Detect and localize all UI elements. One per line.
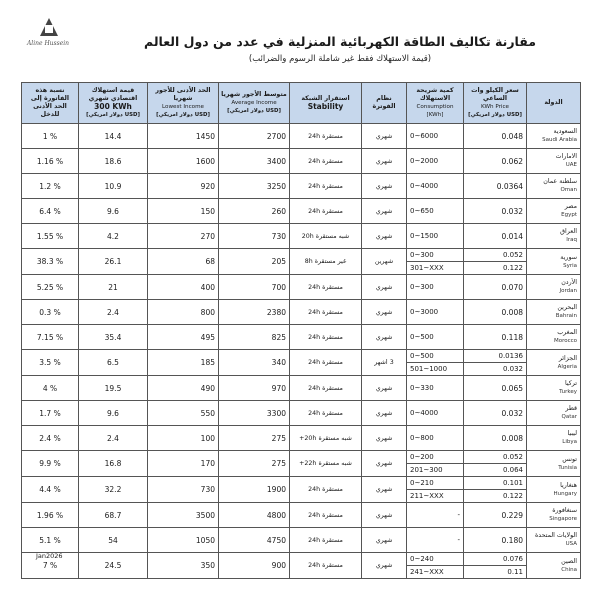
- country-name-ar: تركيا: [564, 380, 577, 387]
- table-row: [22, 451, 581, 477]
- cell-consumption: 0~1500: [407, 224, 464, 249]
- cell-price: 0.062: [464, 149, 527, 174]
- cell-price: [464, 553, 527, 579]
- cell-price: 0.008: [464, 300, 527, 325]
- header-lowest-income: الحد الأدنى للأجور شهريا Lowest Income [دولار امريكي USD]: [148, 83, 219, 124]
- cell-lowest-income: 920: [148, 174, 219, 199]
- cell-monthly-cost: 18.6: [79, 149, 148, 174]
- country-name-ar: سورية: [560, 253, 577, 261]
- header-billing: نظام الفوترة: [362, 83, 407, 124]
- consumption-tier: [407, 477, 463, 489]
- cell-monthly-cost: 2.4: [79, 426, 148, 451]
- price-value: 0.052: [502, 251, 523, 259]
- cell-lowest-income: 550: [148, 401, 219, 426]
- country-name-en: Syria: [563, 262, 577, 269]
- logo-text: Aline Hussein: [26, 40, 70, 47]
- country-name-ar: الأردن: [561, 279, 577, 286]
- cell-country: [527, 426, 581, 451]
- table-row: [22, 426, 581, 451]
- cell-monthly-cost: 68.7: [79, 503, 148, 528]
- cell-price: 0.008: [464, 426, 527, 451]
- cell-billing: شهري: [362, 275, 407, 300]
- cell-average-income: 4750: [219, 528, 290, 553]
- cell-billing: شهري: [362, 401, 407, 426]
- cell-consumption: -: [407, 503, 464, 528]
- cell-monthly-cost: 21: [79, 275, 148, 300]
- cell-monthly-cost: 10.9: [79, 174, 148, 199]
- consumption-value: 0~200: [410, 453, 434, 461]
- cell-billing: شهري: [362, 553, 407, 579]
- cell-country: [527, 224, 581, 249]
- cell-stability: مستقرة 24h: [290, 553, 362, 579]
- page-subtitle: (قيمة الاستهلاك فقط غير شاملة الرسوم والضرائب): [248, 54, 432, 64]
- cell-country: [527, 174, 581, 199]
- header-price: سعر الكيلو وات الساعي KWh Price [دولار امريكي USD]: [464, 83, 527, 124]
- cell-stability: مستقرة 24h: [290, 503, 362, 528]
- price-value: 0.0136: [498, 352, 523, 360]
- table-row: [22, 350, 581, 376]
- cell-percentage: 5.25 %: [22, 275, 79, 300]
- price-value: 0.064: [502, 466, 523, 474]
- cell-price: 0.048: [464, 124, 527, 149]
- consumption-tier: [407, 350, 463, 362]
- cell-billing: شهري: [362, 124, 407, 149]
- country-name-en: Qatar: [561, 414, 577, 420]
- cell-lowest-income: 1050: [148, 528, 219, 553]
- cell-average-income: 900: [219, 553, 290, 579]
- footer-date: Jan2026: [36, 552, 63, 560]
- header-consumption: كمية شريحة الاستهلاك Consumption [KWh]: [407, 83, 464, 124]
- table-row: [22, 199, 581, 224]
- cell-consumption: 0~650: [407, 199, 464, 224]
- cell-average-income: 275: [219, 426, 290, 451]
- cell-stability: مستقرة 24h: [290, 199, 362, 224]
- cell-monthly-cost: 35.4: [79, 325, 148, 350]
- cell-stability: مستقرة 24h: [290, 149, 362, 174]
- price-tier: [464, 362, 526, 375]
- cell-consumption: 0~4000: [407, 174, 464, 199]
- price-value: 0.052: [502, 453, 523, 461]
- price-tier: [464, 489, 526, 502]
- table-row: [22, 249, 581, 275]
- cell-percentage: 1.7 %: [22, 401, 79, 426]
- cell-percentage: 4 %: [22, 376, 79, 401]
- table-row: [22, 325, 581, 350]
- cell-average-income: 825: [219, 325, 290, 350]
- cell-price: 0.0364: [464, 174, 527, 199]
- consumption-tier: [407, 451, 463, 463]
- cell-lowest-income: 800: [148, 300, 219, 325]
- cell-billing: شهري: [362, 426, 407, 451]
- logo-triangle-icon: [40, 18, 58, 36]
- consumption-value: 0~240: [410, 555, 434, 563]
- cell-stability: مستقرة 24h: [290, 401, 362, 426]
- cell-price: 0.070: [464, 275, 527, 300]
- cell-lowest-income: 185: [148, 350, 219, 376]
- cell-billing: شهري: [362, 149, 407, 174]
- cell-consumption: 0~4000: [407, 401, 464, 426]
- cell-consumption: -: [407, 528, 464, 553]
- cell-lowest-income: 1450: [148, 124, 219, 149]
- cell-percentage: 1.16 %: [22, 149, 79, 174]
- country-name-en: USA: [565, 541, 577, 547]
- header-cost: قيمة استهلاك اقتصادي شهري 300 KWh [دولار امريكي USD]: [79, 83, 148, 124]
- country-name-ar: المغرب: [557, 329, 577, 336]
- country-name-ar: هنغاريا: [560, 481, 577, 489]
- country-name-en: Iraq: [566, 237, 577, 243]
- cell-stability: مستقرة 24h: [290, 376, 362, 401]
- cell-percentage: 3.5 %: [22, 350, 79, 376]
- cell-price: [464, 451, 527, 477]
- consumption-value: 0~300: [410, 251, 434, 259]
- cell-consumption: 0~300: [407, 275, 464, 300]
- cell-average-income: 700: [219, 275, 290, 300]
- price-value: 0.122: [502, 492, 523, 500]
- cell-consumption: 0~3000: [407, 300, 464, 325]
- header-country: الدولة: [527, 83, 581, 124]
- cell-monthly-cost: 9.6: [79, 401, 148, 426]
- cell-stability: شبه مستقرة 22h+: [290, 451, 362, 477]
- cell-billing: شهري: [362, 325, 407, 350]
- cell-average-income: 730: [219, 224, 290, 249]
- cell-percentage: 38.3 %: [22, 249, 79, 275]
- country-name-en: Egypt: [561, 212, 577, 218]
- price-tier: [464, 249, 526, 261]
- cell-lowest-income: 150: [148, 199, 219, 224]
- cell-country: [527, 325, 581, 350]
- logo: [20, 18, 76, 62]
- table-row: [22, 224, 581, 249]
- price-value: 0.032: [502, 365, 523, 373]
- cell-price: 0.118: [464, 325, 527, 350]
- cell-monthly-cost: 9.6: [79, 199, 148, 224]
- cell-price: 0.180: [464, 528, 527, 553]
- cell-percentage: 6.4 %: [22, 199, 79, 224]
- cell-average-income: 970: [219, 376, 290, 401]
- cell-lowest-income: 270: [148, 224, 219, 249]
- cell-lowest-income: 730: [148, 477, 219, 503]
- table-row: [22, 401, 581, 426]
- cell-average-income: 2700: [219, 124, 290, 149]
- cell-country: [527, 124, 581, 149]
- cell-average-income: 3250: [219, 174, 290, 199]
- cell-average-income: 4800: [219, 503, 290, 528]
- cell-stability: شبه مستقرة 20h+: [290, 426, 362, 451]
- cell-consumption: 0~800: [407, 426, 464, 451]
- country-name-en: Turkey: [559, 389, 577, 395]
- price-value: 0.11: [507, 568, 523, 576]
- cell-stability: مستقرة 24h: [290, 325, 362, 350]
- consumption-tier: [407, 261, 463, 274]
- price-tier: [464, 477, 526, 489]
- cell-consumption: 0~330: [407, 376, 464, 401]
- price-tier: [464, 463, 526, 476]
- country-name-en: Tunisia: [558, 464, 577, 471]
- cell-average-income: 260: [219, 199, 290, 224]
- cell-percentage: 1.96 %: [22, 503, 79, 528]
- cell-percentage: 1.2 %: [22, 174, 79, 199]
- cell-stability: مستقرة 24h: [290, 124, 362, 149]
- cell-lowest-income: 495: [148, 325, 219, 350]
- cell-consumption: 0~6000: [407, 124, 464, 149]
- cell-percentage: 1.55 %: [22, 224, 79, 249]
- cell-billing: شهرين: [362, 249, 407, 275]
- cell-price: 0.032: [464, 199, 527, 224]
- cell-monthly-cost: 26.1: [79, 249, 148, 275]
- country-name-ar: سنغافورة: [552, 507, 577, 514]
- country-name-en: Saudi Arabia: [542, 137, 577, 143]
- cell-lowest-income: 68: [148, 249, 219, 275]
- cell-billing: شهري: [362, 528, 407, 553]
- country-name-en: Hungary: [553, 490, 577, 497]
- cell-percentage: 5.1 %: [22, 528, 79, 553]
- price-tier: [464, 565, 526, 578]
- price-tier: [464, 553, 526, 565]
- cell-billing: شهري: [362, 376, 407, 401]
- cell-billing: شهري: [362, 300, 407, 325]
- cell-price: 0.014: [464, 224, 527, 249]
- cell-average-income: 1900: [219, 477, 290, 503]
- table-row: [22, 477, 581, 503]
- cell-consumption: [407, 553, 464, 579]
- header-stability: استقرار الشبكة Stability: [290, 83, 362, 124]
- cell-country: [527, 553, 581, 579]
- consumption-value: 0~500: [410, 352, 434, 360]
- cell-average-income: 3400: [219, 149, 290, 174]
- table-row: [22, 553, 581, 579]
- cell-stability: مستقرة 24h: [290, 350, 362, 376]
- cell-monthly-cost: 6.5: [79, 350, 148, 376]
- country-name-ar: ليبيا: [567, 430, 577, 437]
- cell-lowest-income: 3500: [148, 503, 219, 528]
- cell-monthly-cost: 16.8: [79, 451, 148, 477]
- cell-stability: مستقرة 24h: [290, 275, 362, 300]
- table-body: [22, 124, 581, 579]
- cell-monthly-cost: 54: [79, 528, 148, 553]
- cell-country: [527, 528, 581, 553]
- cell-price: [464, 477, 527, 503]
- cell-percentage: 7.15 %: [22, 325, 79, 350]
- consumption-value: 241~XXX: [410, 568, 444, 576]
- consumption-tier: [407, 565, 463, 578]
- table-row: [22, 528, 581, 553]
- table-row: [22, 376, 581, 401]
- cell-billing: شهري: [362, 199, 407, 224]
- consumption-tier: [407, 249, 463, 261]
- table-row: [22, 124, 581, 149]
- cell-country: [527, 149, 581, 174]
- country-name-ar: العراق: [560, 228, 577, 235]
- country-name-en: Algeria: [557, 363, 577, 370]
- consumption-value: 501~1000: [410, 365, 448, 373]
- country-name-en: China: [561, 566, 577, 573]
- cell-monthly-cost: 19.5: [79, 376, 148, 401]
- country-name-en: Oman: [560, 187, 577, 193]
- cell-country: [527, 451, 581, 477]
- cell-percentage: 7 %: [22, 553, 79, 579]
- cell-country: [527, 199, 581, 224]
- price-value: 0.076: [502, 555, 523, 563]
- country-name-en: UAE: [565, 162, 577, 168]
- cell-lowest-income: 400: [148, 275, 219, 300]
- cell-consumption: [407, 451, 464, 477]
- header-pct: نسبة هذه الفاتورة إلى الحد الأدنى للدخل: [22, 83, 79, 124]
- table-row: [22, 174, 581, 199]
- cell-percentage: 2.4 %: [22, 426, 79, 451]
- price-value: 0.122: [502, 264, 523, 272]
- cell-country: [527, 249, 581, 275]
- cell-price: [464, 350, 527, 376]
- cell-lowest-income: 170: [148, 451, 219, 477]
- cell-average-income: 205: [219, 249, 290, 275]
- cell-billing: شهري: [362, 477, 407, 503]
- cell-monthly-cost: 32.2: [79, 477, 148, 503]
- cell-percentage: 1 %: [22, 124, 79, 149]
- cell-billing: شهري: [362, 451, 407, 477]
- cell-country: [527, 300, 581, 325]
- cell-country: [527, 376, 581, 401]
- country-name-ar: مصر: [564, 203, 577, 210]
- country-name-en: Libya: [562, 439, 577, 445]
- cell-average-income: 275: [219, 451, 290, 477]
- cell-stability: مستقرة 24h: [290, 528, 362, 553]
- country-name-en: Morocco: [553, 338, 577, 344]
- country-name-ar: الولايات المتحدة: [535, 532, 577, 539]
- consumption-tier: [407, 553, 463, 565]
- cell-price: [464, 249, 527, 275]
- table-row: [22, 503, 581, 528]
- consumption-value: 301~XXX: [410, 264, 444, 272]
- cell-stability: مستقرة 24h: [290, 174, 362, 199]
- cell-consumption: [407, 249, 464, 275]
- cell-consumption: [407, 350, 464, 376]
- country-name-en: Singapore: [549, 516, 577, 522]
- table-row: [22, 275, 581, 300]
- cell-country: [527, 275, 581, 300]
- header-average-income: متوسط الأجور شهريا Average Income [دولار امريكي USD]: [219, 83, 290, 124]
- cell-country: [527, 350, 581, 376]
- cell-stability: شبه مستقرة 20h: [290, 224, 362, 249]
- cell-average-income: 340: [219, 350, 290, 376]
- cell-lowest-income: 100: [148, 426, 219, 451]
- cell-lowest-income: 350: [148, 553, 219, 579]
- cell-average-income: 3300: [219, 401, 290, 426]
- country-name-en: Bahrain: [555, 313, 577, 319]
- cell-consumption: 0~500: [407, 325, 464, 350]
- cell-lowest-income: 490: [148, 376, 219, 401]
- consumption-value: 0~210: [410, 479, 434, 487]
- cell-price: 0.229: [464, 503, 527, 528]
- cell-country: [527, 401, 581, 426]
- cell-stability: غير مستقرة 8h: [290, 249, 362, 275]
- cell-consumption: [407, 477, 464, 503]
- cell-monthly-cost: 24.5: [79, 553, 148, 579]
- cell-country: [527, 477, 581, 503]
- cell-country: [527, 503, 581, 528]
- header-row: [22, 83, 581, 124]
- country-name-ar: قطر: [565, 405, 577, 412]
- price-tier: [464, 261, 526, 274]
- country-name-ar: السعودية: [553, 128, 577, 135]
- cell-lowest-income: 1600: [148, 149, 219, 174]
- cell-monthly-cost: 4.2: [79, 224, 148, 249]
- country-name-ar: سلطنة عمان: [543, 178, 577, 185]
- cell-consumption: 0~2000: [407, 149, 464, 174]
- page-title: مقارنة تكاليف الطاقة الكهربائية المنزلية في عدد من دول العالم: [144, 34, 536, 49]
- country-name-ar: الامارات: [555, 153, 577, 160]
- price-tier: [464, 350, 526, 362]
- price-tier: [464, 451, 526, 463]
- consumption-tier: [407, 362, 463, 375]
- cell-percentage: 0.3 %: [22, 300, 79, 325]
- cell-percentage: 9.9 %: [22, 451, 79, 477]
- price-value: 0.101: [502, 479, 523, 487]
- consumption-value: 201~300: [410, 466, 443, 474]
- cell-stability: مستقرة 24h: [290, 300, 362, 325]
- cell-stability: مستقرة 24h: [290, 477, 362, 503]
- cell-monthly-cost: 14.4: [79, 124, 148, 149]
- country-name-en: Jordan: [559, 288, 577, 294]
- country-name-ar: الجزائر: [558, 354, 577, 362]
- cell-billing: شهري: [362, 174, 407, 199]
- consumption-tier: [407, 489, 463, 502]
- country-name-ar: تونس: [562, 455, 577, 463]
- electricity-cost-table: [21, 82, 581, 579]
- consumption-tier: [407, 463, 463, 476]
- cell-billing: شهري: [362, 503, 407, 528]
- cell-billing: شهري: [362, 224, 407, 249]
- cell-billing: 3 اشهر: [362, 350, 407, 376]
- table-row: [22, 149, 581, 174]
- table-row: [22, 300, 581, 325]
- cell-average-income: 2380: [219, 300, 290, 325]
- country-name-ar: الصين: [561, 557, 577, 565]
- cell-percentage: 4.4 %: [22, 477, 79, 503]
- country-name-ar: البحرين: [557, 304, 577, 311]
- cell-monthly-cost: 2.4: [79, 300, 148, 325]
- cell-price: 0.032: [464, 401, 527, 426]
- consumption-value: 211~XXX: [410, 492, 444, 500]
- cell-price: 0.065: [464, 376, 527, 401]
